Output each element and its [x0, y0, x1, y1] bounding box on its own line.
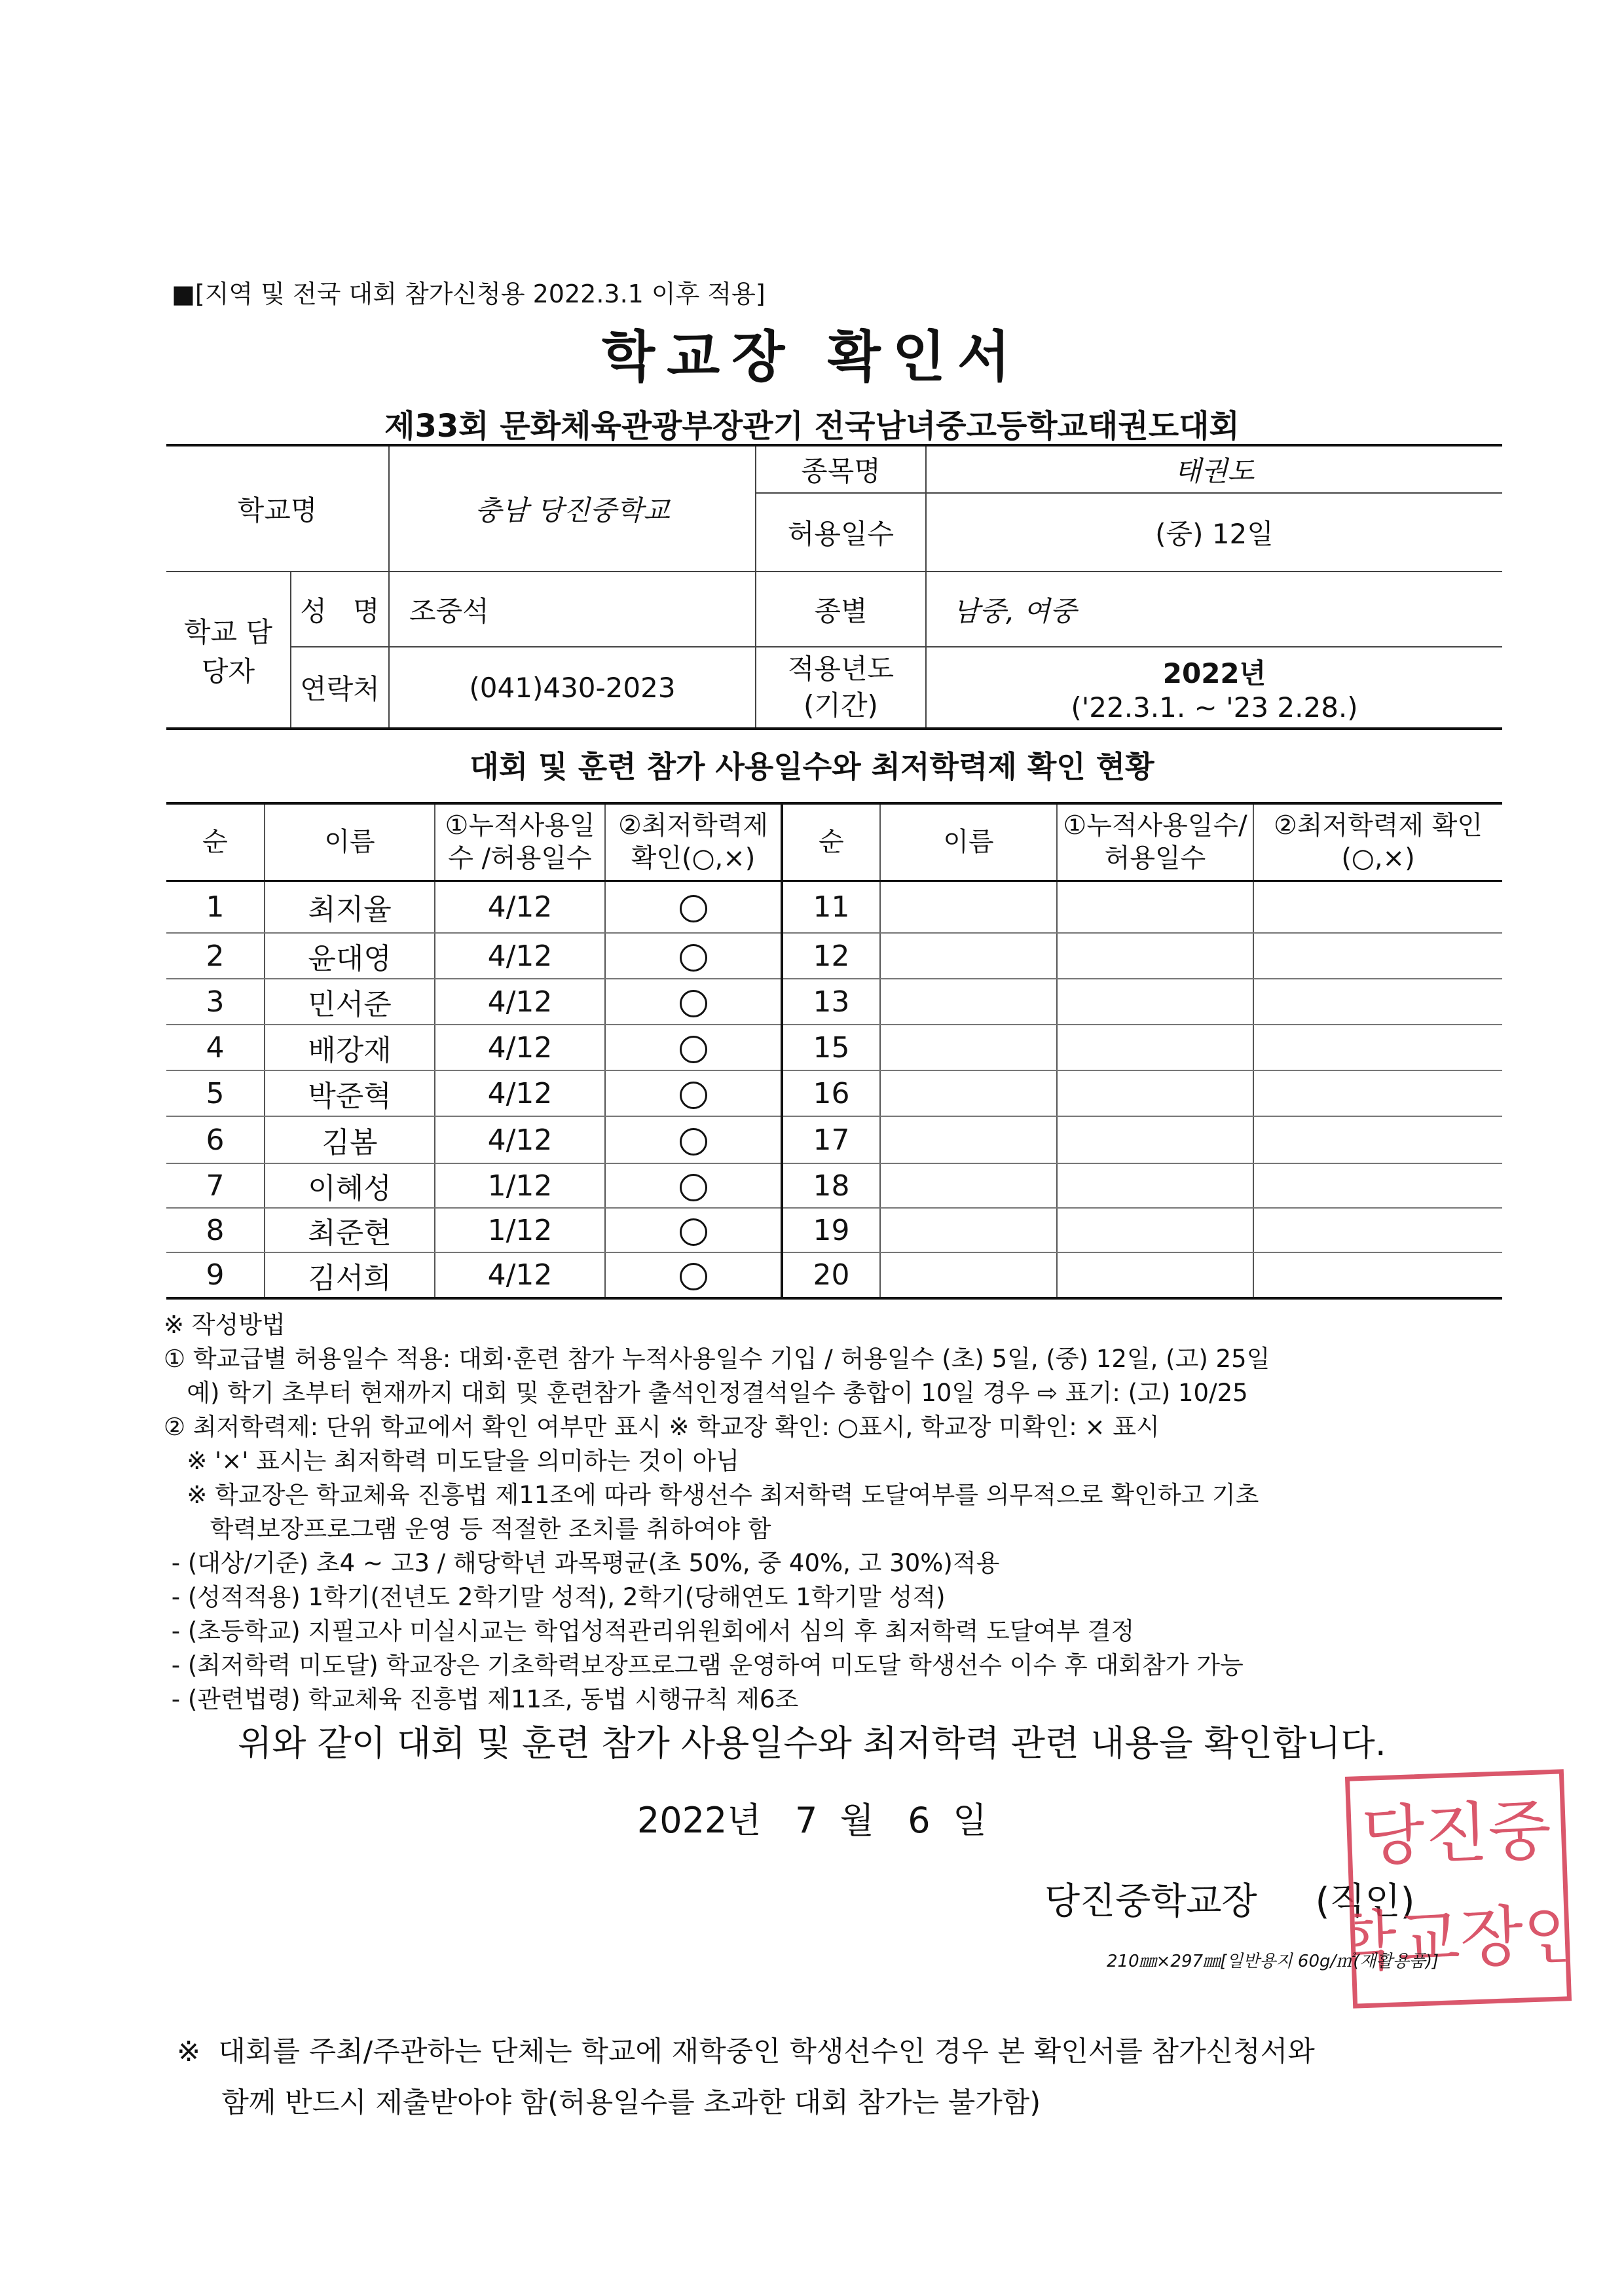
row-check-right [1253, 1070, 1502, 1116]
school-value: 충남 당진중학교 [389, 445, 756, 572]
instruction-line: 예) 학기 초부터 현재까지 대회 및 훈련참가 출석인정결석일수 총합이 10일 경우 ⇨ 표기: (고) 10/25 [164, 1379, 1248, 1407]
official-seal [1345, 1769, 1572, 2008]
circle-mark-icon [680, 1036, 707, 1063]
document-subtitle: 제33회 문화체육관광부장관기 전국남녀중고등학교태권도대회 [384, 408, 1240, 445]
row-name-right [880, 1163, 1057, 1208]
row-no-right: 13 [782, 979, 880, 1025]
row-name-right [880, 1070, 1057, 1116]
row-check-right [1253, 1116, 1502, 1163]
row-name-right [880, 979, 1057, 1025]
final-note-line-2: 함께 반드시 제출받아야 함(허용일수를 초과한 대회 참가는 불가함) [177, 2086, 1041, 2119]
document-title: 학교장 확인서 [601, 325, 1023, 389]
row-check [605, 1025, 782, 1070]
header-no-right: 순 [782, 803, 880, 881]
svg-text:당진중: 당진중 [1360, 1792, 1553, 1876]
row-days: 4/12 [435, 933, 605, 979]
row-no: 1 [166, 881, 265, 933]
participants-table [166, 802, 1502, 1300]
row-name-right [880, 933, 1057, 979]
row-check [605, 1070, 782, 1116]
row-days: 4/12 [435, 881, 605, 933]
allowed-days-label: 허용일수 [756, 493, 926, 572]
instruction-line: ※ 학교장은 학교체육 진흥법 제11조에 따라 학생선수 최저학력 도달여부를 의무적으로 확인하고 기초 [164, 1481, 1259, 1509]
row-name: 최지율 [265, 881, 435, 933]
year-label: 적용년도 (기간) [756, 647, 926, 729]
row-days-right [1057, 1163, 1253, 1208]
row-name: 이혜성 [265, 1163, 435, 1208]
row-check-right [1253, 979, 1502, 1025]
row-check [605, 1163, 782, 1208]
row-days-right [1057, 1070, 1253, 1116]
row-check-right [1253, 1252, 1502, 1298]
row-days: 4/12 [435, 1252, 605, 1298]
row-days-right [1057, 881, 1253, 933]
instruction-line: 학력보장프로그램 운영 등 적절한 조치를 취하여야 함 [164, 1515, 771, 1543]
year-cell [926, 647, 1502, 729]
row-no-right: 17 [782, 1116, 880, 1163]
row-days: 4/12 [435, 1025, 605, 1070]
contact-person-label: 학교 담당자 [166, 572, 291, 729]
event-label: 종목명 [756, 445, 926, 493]
header-name-right: 이름 [880, 803, 1057, 881]
table-row [166, 1116, 1502, 1163]
row-no-right: 20 [782, 1252, 880, 1298]
row-name: 윤대영 [265, 933, 435, 979]
instruction-line: - (성적적용) 1학기(전년도 2학기말 성적), 2학기(당해연도 1학기말 성적) [164, 1583, 946, 1611]
name-value: 조중석 [389, 572, 756, 647]
row-no-right: 16 [782, 1070, 880, 1116]
row-no: 4 [166, 1025, 265, 1070]
row-days: 1/12 [435, 1208, 605, 1252]
row-name: 최준현 [265, 1208, 435, 1252]
row-days: 1/12 [435, 1163, 605, 1208]
circle-mark-icon [680, 1082, 707, 1109]
circle-mark-icon [680, 1263, 707, 1290]
final-note-line-1: ※ 대회를 주최/주관하는 단체는 학교에 재학중인 학생선수인 경우 본 확인서를 참가신청서와 [177, 2035, 1315, 2068]
row-name: 김봄 [265, 1116, 435, 1163]
table-row [166, 933, 1502, 979]
principal-signature: 당진중학교장 (직인) [1044, 1880, 1415, 1923]
row-check-right [1253, 1025, 1502, 1070]
category-label: 종별 [756, 572, 926, 647]
circle-mark-icon [680, 895, 707, 922]
info-table [166, 444, 1502, 730]
table-row [166, 1208, 1502, 1252]
row-days-right [1057, 1116, 1253, 1163]
row-no: 8 [166, 1208, 265, 1252]
row-name: 민서준 [265, 979, 435, 1025]
row-days: 4/12 [435, 979, 605, 1025]
event-value: 태권도 [926, 445, 1502, 493]
row-check-right [1253, 933, 1502, 979]
instruction-line: ※ 작성방법 [164, 1311, 286, 1339]
allowed-days-value: (중) 12일 [926, 493, 1502, 572]
row-days-right [1057, 1252, 1253, 1298]
confirm-statement: 위와 같이 대회 및 훈련 참가 사용일수와 최저학력 관련 내용을 확인합니다. [238, 1722, 1386, 1764]
row-no: 6 [166, 1116, 265, 1163]
instruction-line: - (대상/기준) 초4 ~ 고3 / 해당학년 과목평균(초 50%, 중 40%, 고 30%)적용 [164, 1549, 1000, 1577]
period-value: ('22.3.1. ~ '23 2.28.) [1071, 691, 1358, 723]
svg-text:학교장인: 학교장인 [1350, 1895, 1567, 1981]
row-days: 4/12 [435, 1116, 605, 1163]
phone-label: 연락처 [291, 647, 389, 729]
row-days-right [1057, 1208, 1253, 1252]
year-value: 2022년 [1162, 657, 1266, 689]
instructions [164, 1308, 1519, 1717]
phone-value: (041)430-2023 [389, 647, 756, 729]
row-no-right: 12 [782, 933, 880, 979]
row-check [605, 933, 782, 979]
row-name: 박준혁 [265, 1070, 435, 1116]
row-name: 배강재 [265, 1025, 435, 1070]
row-days-right [1057, 1025, 1253, 1070]
row-days-right [1057, 933, 1253, 979]
row-days-right [1057, 979, 1253, 1025]
row-check [605, 1252, 782, 1298]
row-no: 5 [166, 1070, 265, 1116]
row-name-right [880, 1252, 1057, 1298]
name-label: 성 명 [291, 572, 389, 647]
row-days: 4/12 [435, 1070, 605, 1116]
header-check-right: ②최저학력제 확인(○,×) [1253, 803, 1502, 881]
circle-mark-icon [680, 1174, 707, 1201]
section-title: 대회 및 훈련 참가 사용일수와 최저학력제 확인 현황 [470, 749, 1154, 784]
row-no-right: 11 [782, 881, 880, 933]
row-check-right [1253, 1208, 1502, 1252]
row-check-right [1253, 1163, 1502, 1208]
row-check [605, 1116, 782, 1163]
header-name: 이름 [265, 803, 435, 881]
header-days: ①누적사용일수 /허용일수 [435, 803, 605, 881]
instruction-line: ① 학교급별 허용일수 적용: 대회·훈련 참가 누적사용일수 기입 / 허용일수 (초) 5일, (중) 12일, (고) 25일 [164, 1345, 1270, 1373]
row-check [605, 1208, 782, 1252]
table-row [166, 1070, 1502, 1116]
row-no: 7 [166, 1163, 265, 1208]
circle-mark-icon [680, 1128, 707, 1156]
row-check [605, 881, 782, 933]
circle-mark-icon [680, 1218, 707, 1246]
category-value: 남중, 여중 [926, 572, 1502, 647]
final-note [177, 2026, 1315, 2128]
paper-spec: 210㎜×297㎜[일반용지 60g/㎡(재활용품)] [1107, 1952, 1439, 1971]
row-no-right: 18 [782, 1163, 880, 1208]
row-name-right [880, 1208, 1057, 1252]
header-check: ②최저학력제 확인(○,×) [605, 803, 782, 881]
instruction-line: - (관련법령) 학교체육 진흥법 제11조, 동법 시행규칙 제6조 [164, 1685, 799, 1713]
row-name: 김서희 [265, 1252, 435, 1298]
row-no-right: 19 [782, 1208, 880, 1252]
issue-date: 2022년 7 월 6 일 [637, 1800, 987, 1841]
table-row [166, 881, 1502, 933]
row-name-right [880, 881, 1057, 933]
instruction-line: ② 최저학력제: 단위 학교에서 확인 여부만 표시 ※ 학교장 확인: ○표시, 학교장 미확인: × 표시 [164, 1413, 1160, 1441]
row-name-right [880, 1025, 1057, 1070]
school-label: 학교명 [166, 445, 389, 572]
instruction-line: ※ '×' 표시는 최저학력 미도달을 의미하는 것이 아님 [164, 1447, 740, 1475]
circle-mark-icon [680, 990, 707, 1017]
header-days-right: ①누적사용일수/ 허용일수 [1057, 803, 1253, 881]
instruction-line: - (초등학교) 지필고사 미실시교는 학업성적관리위원회에서 심의 후 최저학력 도달여부 결정 [164, 1617, 1135, 1645]
row-no: 2 [166, 933, 265, 979]
instruction-line: - (최저학력 미도달) 학교장은 기초학력보장프로그램 운영하여 미도달 학생선수 이수 후 대회참가 가능 [164, 1651, 1244, 1679]
table-row [166, 1252, 1502, 1298]
header-no: 순 [166, 803, 265, 881]
table-row [166, 1025, 1502, 1070]
row-name-right [880, 1116, 1057, 1163]
header-note: ■[지역 및 전국 대회 참가신청용 2022.3.1 이후 적용] [172, 280, 766, 308]
row-no: 3 [166, 979, 265, 1025]
row-no-right: 15 [782, 1025, 880, 1070]
circle-mark-icon [680, 944, 707, 972]
table-row [166, 979, 1502, 1025]
row-no: 9 [166, 1252, 265, 1298]
table-row [166, 1163, 1502, 1208]
row-check [605, 979, 782, 1025]
row-check-right [1253, 881, 1502, 933]
